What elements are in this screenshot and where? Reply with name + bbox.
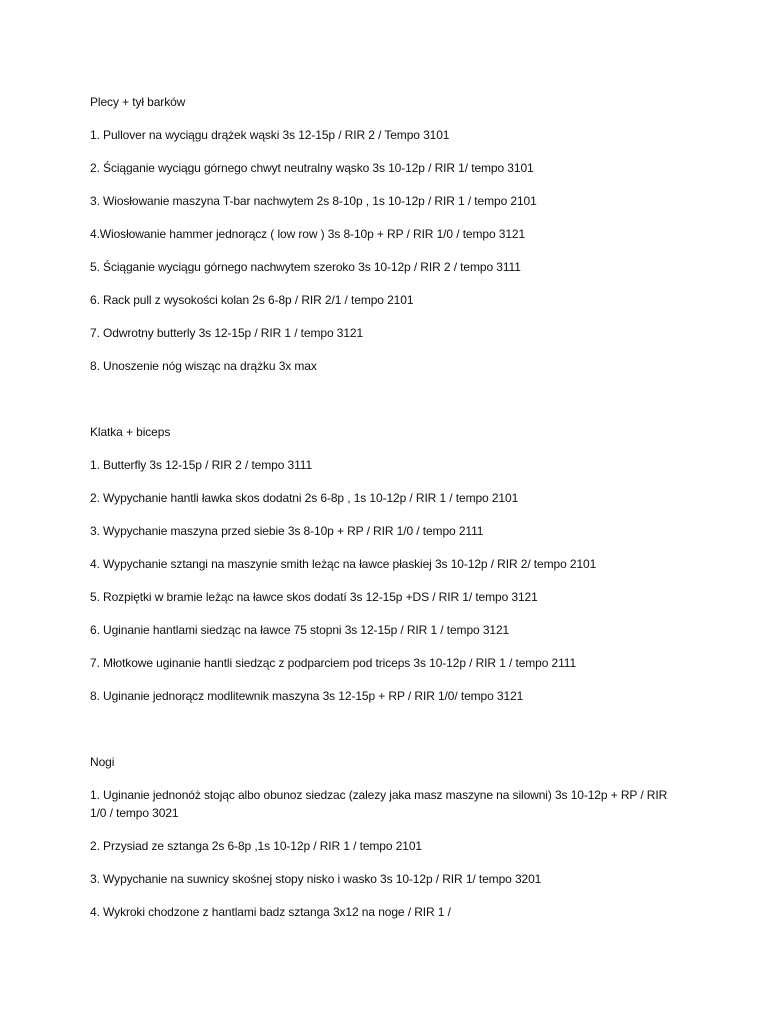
document-page <box>90 93 690 936</box>
list-item: 1. Pullover na wyciągu drążek wąski 3s 12-15p / RIR 2 / Tempo 3101 <box>90 128 450 142</box>
list-item: 2. Ściąganie wyciągu górnego chwyt neutralny wąsko 3s 10-12p / RIR 1/ tempo 3101 <box>90 161 534 175</box>
list-item: 3. Wypychanie maszyna przed siebie 3s 8-10p + RP / RIR 1/0 / tempo 2111 <box>90 524 484 538</box>
list-item: 6. Uginanie hantlami siedząc na ławce 75 stopni 3s 12-15p / RIR 1 / tempo 3121 <box>90 623 510 637</box>
section-title: Plecy + tył barków <box>90 95 186 109</box>
list-item: 4. Wykroki chodzone z hantlami badz sztanga 3x12 na noge / RIR 1 / <box>90 905 451 919</box>
list-item: 5. Ściąganie wyciągu górnego nachwytem szeroko 3s 10-12p / RIR 2 / tempo 3111 <box>90 260 521 274</box>
list-item: 8. Unoszenie nóg wisząc na drążku 3x max <box>90 359 317 373</box>
section-plecy <box>90 93 690 375</box>
list-item: 7. Odwrotny butterly 3s 12-15p / RIR 1 / tempo 3121 <box>90 326 364 340</box>
list-item: 6. Rack pull z wysokości kolan 2s 6-8p / RIR 2/1 / tempo 2101 <box>90 293 414 307</box>
list-item: 1. Uginanie jednonóż stojąc albo obunoz siedzac (zalezy jaka masz maszyne na silowni) 3s 10-12p + RP / RIR 1/0 / tempo 3021 <box>90 788 668 820</box>
list-item: 2. Wypychanie hantli ławka skos dodatni 2s 6-8p , 1s 10-12p / RIR 1 / tempo 2101 <box>90 491 519 505</box>
list-item: 2. Przysiad ze sztanga 2s 6-8p ,1s 10-12p / RIR 1 / tempo 2101 <box>90 839 422 853</box>
list-item: 3. Wypychanie na suwnicy skośnej stopy nisko i wasko 3s 10-12p / RIR 1/ tempo 3201 <box>90 872 542 886</box>
section-title: Nogi <box>90 755 115 769</box>
list-item: 8. Uginanie jednorącz modlitewnik maszyna 3s 12-15p + RP / RIR 1/0/ tempo 3121 <box>90 689 524 703</box>
section-title: Klatka + biceps <box>90 425 171 439</box>
section-nogi <box>90 753 690 921</box>
list-item: 1. Butterfly 3s 12-15p / RIR 2 / tempo 3111 <box>90 458 313 472</box>
list-item: 7. Młotkowe uginanie hantli siedząc z podparciem pod triceps 3s 10-12p / RIR 1 / tempo 2111 <box>90 656 577 670</box>
list-item: 5. Rozpiętki w bramie leżąc na ławce skos dodatí 3s 12-15p +DS / RIR 1/ tempo 3121 <box>90 590 538 604</box>
section-klatka <box>90 423 690 705</box>
list-item: 4. Wypychanie sztangi na maszynie smith leżąc na ławce płaskiej 3s 10-12p / RIR 2/ tempo 2101 <box>90 557 597 571</box>
list-item: 3. Wiosłowanie maszyna T-bar nachwytem 2s 8-10p , 1s 10-12p / RIR 1 / tempo 2101 <box>90 194 537 208</box>
list-item: 4.Wiosłowanie hammer jednorącz ( low row ) 3s 8-10p + RP / RIR 1/0 / tempo 3121 <box>90 227 526 241</box>
